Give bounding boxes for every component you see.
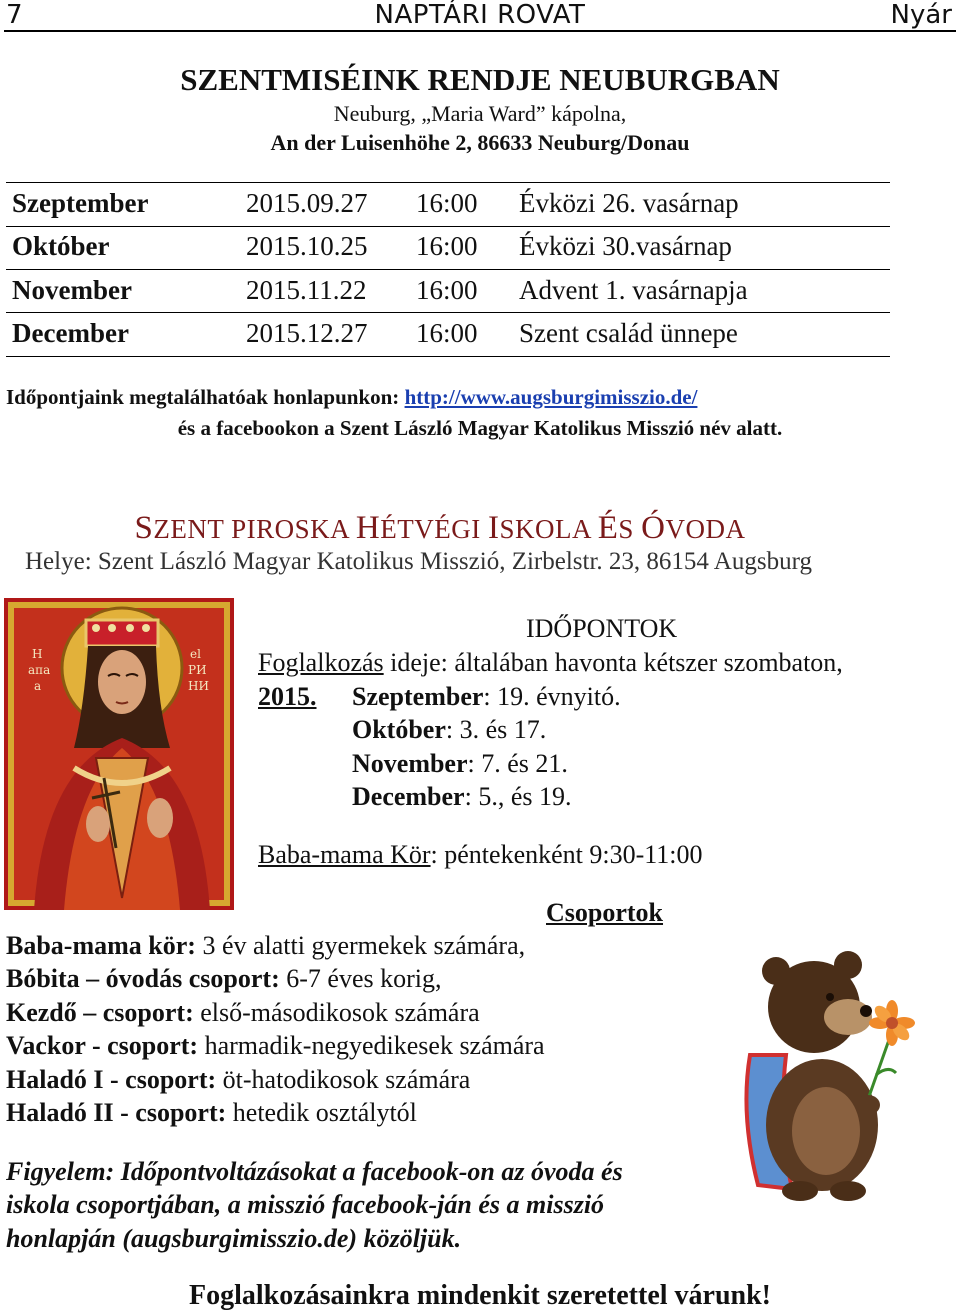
notice-line: Figyelem: Időpontvoltázásokat a facebook-on az óvoda és <box>6 1157 623 1186</box>
baby-mama-label: Baba-mama Kör <box>258 840 431 869</box>
row-time: 16:00 <box>416 275 478 305</box>
date-month: Október <box>352 715 446 744</box>
groups-title: Csoportok <box>546 898 664 927</box>
svg-text:НИ: НИ <box>188 679 209 693</box>
title-part: VODA <box>665 514 746 544</box>
mass-venue-line: Neuburg, „Maria Ward” kápolna, <box>333 101 627 126</box>
title-initial: É <box>597 510 619 546</box>
website-info-text: Időpontjaink megtalálhatóak honlapunkon: <box>6 385 405 409</box>
row-description: Évközi 26. vasárnap <box>519 188 739 218</box>
mass-schedule-title: SZENTMISÉINK RENDJE NEUBURGBAN <box>180 62 780 97</box>
page-number: 7 <box>6 0 23 30</box>
table-row <box>0 275 900 315</box>
group-name: Vackor - csoport: <box>6 1031 199 1060</box>
svg-text:Н: Н <box>32 647 43 661</box>
season-label: Nyár <box>890 0 952 30</box>
table-row <box>0 318 900 358</box>
row-month: December <box>12 318 129 348</box>
row-date: 2015.12.27 <box>246 318 368 348</box>
group-item <box>6 964 442 994</box>
group-item <box>6 998 480 1028</box>
date-text: : 7. és 21. <box>467 749 568 778</box>
group-desc: 3 év alatti gyermekek számára, <box>195 931 526 960</box>
row-month: Október <box>12 231 110 261</box>
date-text: : 3. és 17. <box>445 715 547 744</box>
title-part: SKOLA <box>499 514 598 544</box>
date-month: Szeptember <box>352 682 484 711</box>
group-item <box>6 931 525 961</box>
closing-message: Foglalkozásainkra mindenkit szeretettel várunk! <box>188 1280 771 1311</box>
date-line <box>352 782 572 812</box>
group-item <box>6 1098 417 1128</box>
saint-icon-image <box>4 598 234 910</box>
row-description: Advent 1. vasárnapja <box>519 275 748 305</box>
group-name: Baba-mama kör: <box>6 931 196 960</box>
bear-illustration <box>730 945 920 1205</box>
activity-line <box>258 648 843 678</box>
table-rule <box>6 226 890 227</box>
title-initial: S <box>134 510 154 546</box>
year-label: 2015. <box>258 682 317 711</box>
baby-mama-text: : péntekenként 9:30-11:00 <box>430 840 703 869</box>
table-row <box>0 231 900 271</box>
section-title: NAPTÁRI ROVAT <box>374 0 586 30</box>
title-initial: I <box>487 510 500 546</box>
group-name: Haladó II - csoport: <box>6 1098 227 1127</box>
activity-label: Foglalkozás <box>258 648 384 677</box>
mass-address-line: An der Luisenhöhe 2, 86633 Neuburg/Donau <box>270 130 690 155</box>
date-line <box>352 682 621 712</box>
row-date: 2015.11.22 <box>246 275 367 305</box>
row-month: Szeptember <box>12 188 149 218</box>
table-rule <box>6 312 890 313</box>
group-item <box>6 1031 545 1061</box>
group-name: Haladó I - csoport: <box>6 1065 217 1094</box>
date-month: December <box>352 782 465 811</box>
notice-line: iskola csoportjában, a misszió facebook-ján és a misszió <box>6 1190 605 1219</box>
row-time: 16:00 <box>416 318 478 348</box>
row-description: Évközi 30.vasárnap <box>519 231 732 261</box>
row-description: Szent család ünnepe <box>519 318 738 348</box>
title-part: S <box>618 514 642 544</box>
title-part: ÉTVÉGI <box>380 514 488 544</box>
date-line <box>352 715 546 745</box>
header-rule <box>4 30 956 32</box>
group-desc: 6-7 éves korig, <box>279 964 442 993</box>
website-info <box>6 385 697 410</box>
notice-line: honlapján (augsburgimisszio.de) közöljük. <box>6 1224 462 1253</box>
group-desc: öt-hatodikosok számára <box>216 1065 471 1094</box>
group-desc: első-másodikosok számára <box>193 998 480 1027</box>
website-link[interactable]: http://www.augsburgimisszio.de/ <box>404 385 698 409</box>
group-desc: harmadik-negyedikesek számára <box>198 1031 545 1060</box>
svg-text:еl: еl <box>190 647 201 661</box>
row-date: 2015.10.25 <box>246 231 368 261</box>
row-date: 2015.09.27 <box>246 188 368 218</box>
title-initial: H <box>355 510 381 546</box>
date-text: : 19. évnyitó. <box>483 682 621 711</box>
group-name: Bóbita – óvodás csoport: <box>6 964 280 993</box>
school-title <box>0 510 880 547</box>
table-rule <box>6 356 890 357</box>
table-rule <box>6 182 890 183</box>
facebook-info: és a facebookon a Szent László Magyar Katolikus Misszió név alatt. <box>177 416 783 440</box>
group-name: Kezdő – csoport: <box>6 998 194 1027</box>
row-month: November <box>12 275 132 305</box>
date-month: November <box>352 749 468 778</box>
row-time: 16:00 <box>416 231 478 261</box>
svg-text:РИ: РИ <box>188 663 207 677</box>
table-row <box>0 188 900 228</box>
date-line <box>352 749 568 779</box>
group-desc: hetedik osztálytól <box>226 1098 417 1127</box>
table-rule <box>6 269 890 270</box>
date-text: : 5., és 19. <box>464 782 572 811</box>
row-time: 16:00 <box>416 188 478 218</box>
activity-text: ideje: általában havonta kétszer szombaton, <box>383 648 843 677</box>
times-title: IDŐPONTOK <box>526 614 678 643</box>
group-item <box>6 1065 470 1095</box>
svg-text:апа: апа <box>28 663 51 677</box>
baby-mama-line <box>258 840 703 870</box>
title-initial: Ó <box>641 510 666 546</box>
school-location: Helye: Szent László Magyar Katolikus Misszió, Zirbelstr. 23, 86154 Augsburg <box>25 548 812 575</box>
title-part: ZENT PIROSKA <box>153 514 356 544</box>
svg-text:а: а <box>34 679 42 693</box>
